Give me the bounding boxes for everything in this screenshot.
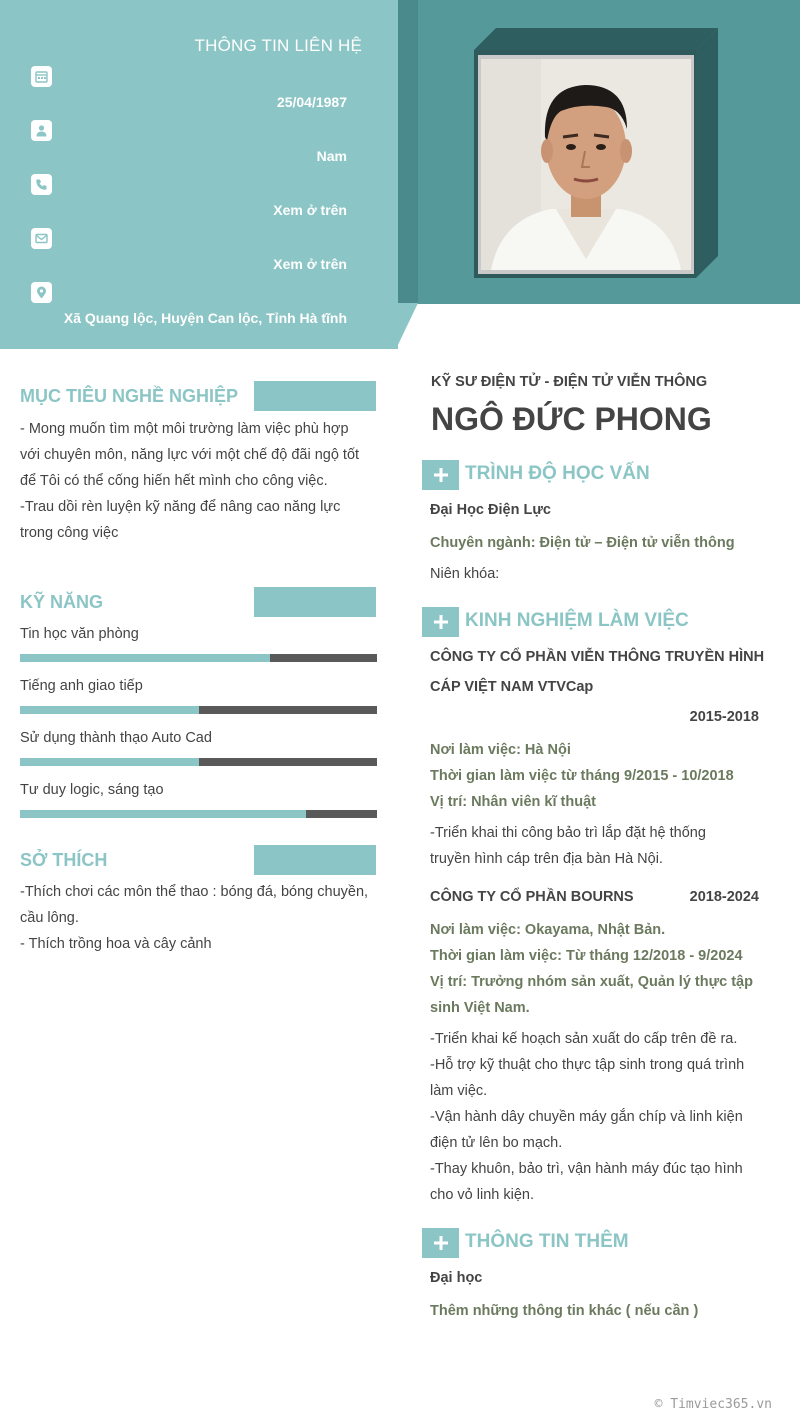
job-description	[430, 1026, 770, 1208]
job-desc-line: truyền hình cáp trên địa bàn Hà Nội.	[430, 851, 663, 867]
hobbies-title-bar	[254, 845, 376, 875]
skill-bar-fill	[20, 758, 199, 766]
skill-bar-fill	[20, 654, 270, 662]
skill-name: Tiếng anh giao tiếp	[20, 678, 143, 694]
objective-text	[20, 416, 382, 546]
objective-line: -Trau dồi rèn luyện kỹ năng để nâng cao năng lực	[20, 499, 341, 515]
plus-icon	[422, 460, 459, 490]
skill-bar	[20, 654, 377, 662]
job-desc-line: làm việc.	[430, 1083, 488, 1099]
person-icon	[31, 120, 52, 141]
birth-date: 25/04/1987	[276, 94, 347, 110]
course-years: Niên khóa:	[430, 566, 500, 582]
job-description	[430, 820, 770, 872]
job-title: KỸ SƯ ĐIỆN TỬ - ĐIỆN TỬ VIỄN THÔNG	[431, 374, 708, 390]
objective-title: MỤC TIÊU NGHỀ NGHIỆP	[20, 386, 239, 406]
job-desc-line: cho vỏ linh kiện.	[430, 1187, 534, 1203]
job-desc-line: -Triển khai thi công bảo trì lắp đặt hệ thống	[430, 825, 706, 841]
company-name: CÔNG TY CỔ PHẦN BOURNS	[430, 889, 634, 905]
experience-title: KINH NGHIỆM LÀM VIỆC	[465, 610, 689, 631]
objective-line: trong công việc	[20, 525, 119, 541]
skill-name: Tư duy logic, sáng tạo	[20, 782, 164, 798]
company-name: CÁP VIỆT NAM VTVCap	[430, 679, 594, 695]
plus-icon	[422, 1228, 459, 1258]
school-name: Đại Học Điện Lực	[430, 502, 551, 518]
job-detail: Thời gian làm việc từ tháng 9/2015 - 10/2018	[430, 768, 734, 784]
job-desc-line: -Vận hành dây chuyền máy gắn chíp và linh kiện	[430, 1109, 743, 1125]
hobby-line: - Thích trồng hoa và cây cảnh	[20, 936, 212, 952]
footer-watermark: © Timviec365.vn	[654, 1397, 772, 1412]
job-desc-line: -Hỗ trợ kỹ thuật cho thực tập sinh trong quá trình	[430, 1057, 745, 1073]
skills-title-bar	[254, 587, 376, 617]
avatar	[481, 59, 691, 270]
objective-line: - Mong muốn tìm một môi trường làm việc phù hợp	[20, 421, 349, 437]
company-name: CÔNG TY CỔ PHẦN VIỄN THÔNG TRUYỀN HÌNH	[430, 649, 765, 665]
job-desc-line: -Thay khuôn, bảo trì, vận hành máy đúc tạo hình	[430, 1161, 743, 1177]
location-pin-icon	[31, 282, 52, 303]
plus-icon	[422, 607, 459, 637]
job-detail: Nơi làm việc: Okayama, Nhật Bản.	[430, 922, 666, 938]
photo-frame-side	[696, 28, 718, 278]
objective-title-bar	[254, 381, 376, 411]
hobby-line: cầu lông.	[20, 910, 79, 926]
job-years: 2018-2024	[689, 889, 759, 905]
hobby-line: -Thích chơi các môn thể thao : bóng đá, bóng chuyền,	[20, 884, 369, 900]
extra-title: THÔNG TIN THÊM	[465, 1231, 629, 1252]
job-desc-line: điện tử lên bo mạch.	[430, 1135, 563, 1151]
job-years: 2015-2018	[689, 709, 759, 725]
email-value: Xem ở trên	[273, 256, 347, 272]
contact-title: THÔNG TIN LIÊN HỆ	[194, 36, 362, 55]
candidate-name: NGÔ ĐỨC PHONG	[431, 401, 712, 437]
skill-bar	[20, 810, 377, 818]
skill-bar	[20, 706, 377, 714]
skill-bar-fill	[20, 706, 199, 714]
skill-name: Sử dụng thành thạo Auto Cad	[20, 730, 212, 746]
job-detail: Vị trí: Trưởng nhóm sản xuất, Quản lý thực tập	[430, 974, 753, 990]
extra-line: Đại học	[430, 1270, 483, 1286]
job-detail: Thời gian làm việc: Từ tháng 12/2018 - 9/2024	[430, 948, 743, 964]
skill-bar-fill	[20, 810, 306, 818]
objective-line: với chuyên môn, năng lực với một chế độ đãi ngộ tốt	[20, 447, 360, 463]
job-detail: sinh Việt Nam.	[430, 1000, 530, 1016]
education-title: TRÌNH ĐỘ HỌC VẤN	[465, 463, 650, 484]
calendar-icon	[31, 66, 52, 87]
phone-value: Xem ở trên	[273, 202, 347, 218]
objective-line: để Tôi có thể cống hiến hết mình cho công việc.	[20, 473, 328, 489]
phone-icon	[31, 174, 52, 195]
address: Xã Quang lộc, Huyện Can lộc, Tỉnh Hà tĩnh	[63, 310, 347, 326]
job-detail: Nơi làm việc: Hà Nội	[430, 742, 571, 758]
email-icon	[31, 228, 52, 249]
gender: Nam	[316, 148, 347, 164]
job-desc-line: -Triển khai kế hoạch sản xuất do cấp trên đề ra.	[430, 1031, 738, 1047]
extra-line: Thêm những thông tin khác ( nếu cần )	[430, 1303, 699, 1319]
hobbies-text	[20, 879, 382, 957]
panel-wedge	[396, 303, 418, 349]
skill-bar	[20, 758, 377, 766]
job-detail: Vị trí: Nhân viên kĩ thuật	[430, 794, 596, 810]
skills-title: KỸ NĂNG	[20, 592, 104, 612]
photo-frame-top	[474, 28, 718, 50]
hobbies-title: SỞ THÍCH	[20, 850, 108, 870]
panel-shadow	[398, 0, 418, 304]
skill-name: Tin học văn phòng	[20, 626, 139, 642]
major: Chuyên ngành: Điện tử – Điện tử viễn thông	[430, 535, 735, 551]
